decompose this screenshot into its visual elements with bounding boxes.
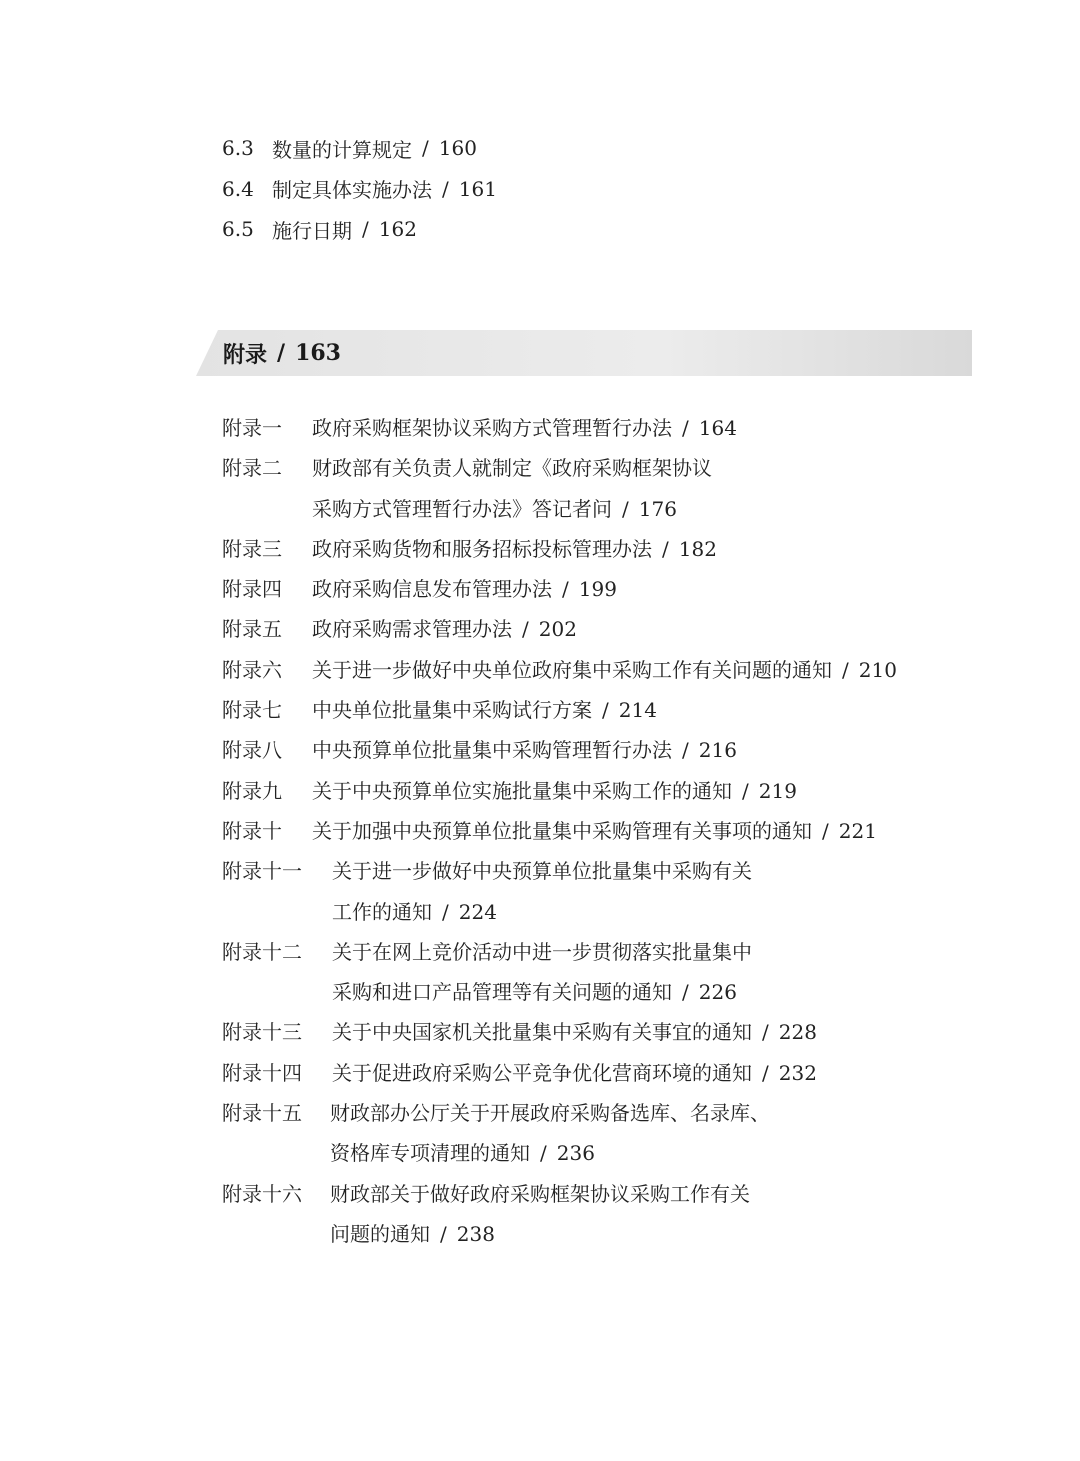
- appendix-title-line: 关于促进政府采购公平竞争优化营商环境的通知: [332, 1060, 752, 1085]
- appendix-entry[interactable]: [222, 771, 897, 811]
- separator: /: [682, 416, 689, 440]
- appendix-title-line: 关于中央预算单位实施批量集中采购工作的通知: [312, 778, 732, 803]
- separator: /: [277, 340, 286, 366]
- page-number: 226: [698, 980, 737, 1005]
- appendix-label: 附录十五: [222, 1101, 302, 1126]
- appendix-label: 附录八: [222, 738, 282, 763]
- page-number: 161: [458, 176, 497, 201]
- appendix-title-line: 政府采购框架协议采购方式管理暂行办法: [312, 416, 672, 440]
- appendix-title-line: 采购方式管理暂行办法》答记者问: [312, 496, 612, 521]
- separator: /: [842, 657, 849, 682]
- page-number: 182: [678, 536, 717, 561]
- appendix-title-line: 政府采购需求管理办法: [312, 617, 512, 642]
- appendix-entry[interactable]: [222, 569, 897, 609]
- appendix-entry[interactable]: [222, 690, 897, 730]
- appendix-entry[interactable]: [222, 811, 897, 851]
- separator: /: [540, 1141, 547, 1166]
- appendix-label: 附录三: [222, 536, 282, 561]
- appendix-title-line: 关于进一步做好中央单位政府集中采购工作有关问题的通知: [312, 657, 832, 682]
- appendix-label: 附录七: [222, 698, 282, 723]
- separator: /: [682, 980, 689, 1005]
- appendix-title-line: 财政部办公厅关于开展政府采购备选库、名录库、: [330, 1101, 770, 1126]
- page-number: 210: [858, 657, 897, 682]
- page-number: 214: [618, 698, 657, 723]
- separator: /: [742, 778, 749, 803]
- separator: /: [562, 577, 569, 602]
- appendix-title-line: 关于在网上竞价活动中进一步贯彻落实批量集中: [332, 939, 752, 964]
- appendix-entry[interactable]: [222, 1012, 897, 1052]
- separator: /: [662, 536, 669, 561]
- appendix-entry[interactable]: [222, 730, 897, 770]
- toc-top-list: [222, 128, 497, 250]
- separator: /: [422, 136, 429, 161]
- separator: /: [362, 217, 369, 242]
- appendix-label: 附录十一: [222, 859, 302, 884]
- appendix-label: 附录十二: [222, 939, 302, 964]
- separator: /: [442, 899, 449, 924]
- page-number: 164: [698, 416, 737, 440]
- appendix-entry[interactable]: [222, 408, 897, 448]
- appendix-title-line: 资格库专项清理的通知: [330, 1141, 530, 1166]
- appendix-entry[interactable]: [222, 609, 897, 649]
- appendix-title-line: 关于进一步做好中央预算单位批量集中采购有关: [332, 859, 752, 884]
- appendix-label: 附录五: [222, 617, 282, 642]
- appendix-label: 附录十三: [222, 1020, 302, 1045]
- section-title: 数量的计算规定: [272, 137, 412, 162]
- separator: /: [622, 496, 629, 521]
- appendix-label: 附录六: [222, 657, 282, 682]
- page-number: 162: [378, 217, 417, 242]
- page-number: 228: [778, 1020, 817, 1045]
- appendix-label: 附录十四: [222, 1060, 302, 1085]
- page-number: 202: [538, 617, 577, 642]
- appendix-title-line: 财政部有关负责人就制定《政府采购框架协议: [312, 456, 712, 481]
- appendix-title-line: 工作的通知: [332, 899, 432, 924]
- separator: /: [822, 818, 829, 843]
- appendix-title-line: 中央单位批量集中采购试行方案: [312, 698, 592, 723]
- section-title: 制定具体实施办法: [272, 178, 432, 203]
- page-number: 219: [758, 778, 797, 803]
- page-number: 236: [556, 1141, 595, 1166]
- appendix-entry[interactable]: [222, 1174, 897, 1255]
- separator: /: [762, 1060, 769, 1085]
- section-number: 6.4: [222, 176, 254, 201]
- separator: /: [442, 176, 449, 201]
- appendix-label: 附录四: [222, 577, 282, 602]
- appendix-entry[interactable]: [222, 1093, 897, 1174]
- section-title: 施行日期: [272, 218, 352, 243]
- page-number: 221: [838, 818, 877, 843]
- page-number: 176: [638, 496, 677, 521]
- appendix-entry[interactable]: [222, 932, 897, 1013]
- separator: /: [762, 1020, 769, 1045]
- appendix-title-line: 问题的通知: [330, 1221, 430, 1246]
- separator: /: [522, 617, 529, 642]
- appendix-entry[interactable]: [222, 650, 897, 690]
- page-number: 216: [698, 738, 737, 763]
- appendix-list: [222, 408, 897, 1254]
- appendix-section-heading[interactable]: [223, 336, 341, 370]
- appendix-entry[interactable]: [222, 1053, 897, 1093]
- appendix-entry[interactable]: [222, 851, 897, 932]
- appendix-label: 附录九: [222, 778, 282, 803]
- appendix-entry[interactable]: [222, 529, 897, 569]
- appendix-title-line: 中央预算单位批量集中采购管理暂行办法: [312, 738, 672, 763]
- appendix-label: 附录一: [222, 416, 282, 440]
- separator: /: [682, 738, 689, 763]
- toc-entry[interactable]: [222, 209, 497, 250]
- page-number: 232: [778, 1060, 817, 1085]
- page-number: 238: [456, 1221, 495, 1246]
- appendix-entry[interactable]: [222, 448, 897, 529]
- appendix-title-line: 采购和进口产品管理等有关问题的通知: [332, 980, 672, 1005]
- page-number: 199: [578, 577, 617, 602]
- appendix-label: 附录二: [222, 456, 282, 481]
- page-number: 224: [458, 899, 497, 924]
- appendix-label: 附录十: [222, 818, 282, 843]
- toc-entry[interactable]: [222, 169, 497, 210]
- appendix-title-line: 关于加强中央预算单位批量集中采购管理有关事项的通知: [312, 818, 812, 843]
- appendix-title-line: 政府采购货物和服务招标投标管理办法: [312, 536, 652, 561]
- separator: /: [440, 1221, 447, 1246]
- appendix-title-line: 关于中央国家机关批量集中采购有关事宜的通知: [332, 1020, 752, 1045]
- toc-entry[interactable]: [222, 128, 497, 169]
- appendix-label: 附录十六: [222, 1181, 302, 1206]
- appendix-title-line: 财政部关于做好政府采购框架协议采购工作有关: [330, 1181, 750, 1206]
- section-number: 6.3: [222, 136, 254, 161]
- appendix-title-line: 政府采购信息发布管理办法: [312, 577, 552, 602]
- appendix-heading-page: 163: [295, 340, 341, 366]
- appendix-heading-title: 附录: [223, 341, 268, 368]
- separator: /: [602, 698, 609, 723]
- page-number: 160: [438, 136, 477, 161]
- section-number: 6.5: [222, 217, 254, 242]
